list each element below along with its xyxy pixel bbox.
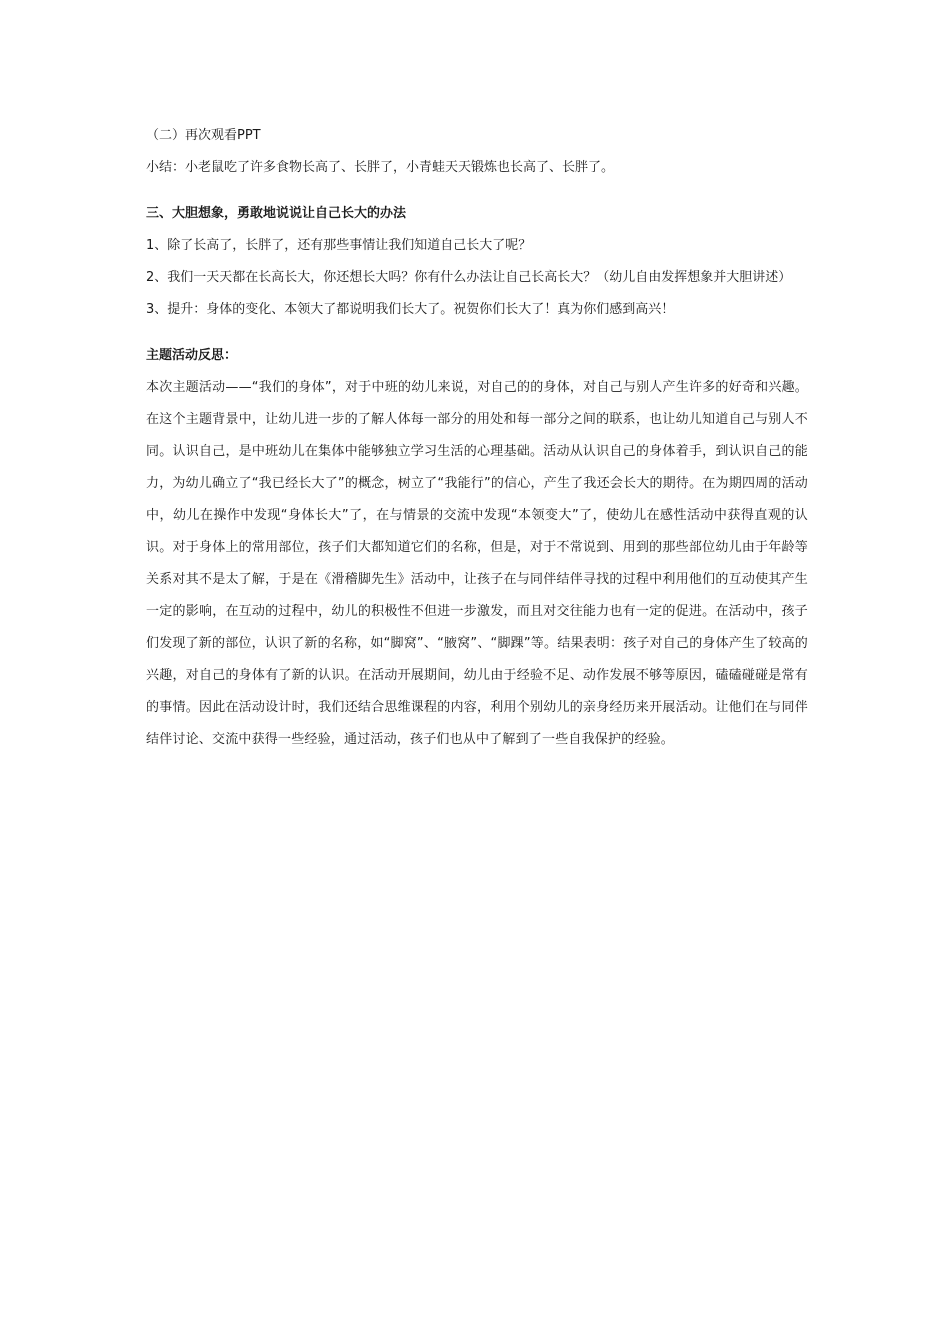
spacer: [146, 184, 808, 198]
section3-heading: 三、大胆想象，勇敢地说说让自己长大的办法: [146, 206, 407, 221]
spacer: [146, 326, 808, 340]
section2-title: （二）再次观看PPT: [146, 128, 261, 143]
reflection-body: 本次主题活动——“我们的身体”，对于中班的幼儿来说，对自己的的身体，对自己与别人产生许多的好奇和兴趣。在这个主题背景中，让幼儿进一步的了解人体每一部分的用处和每一部分之间的联系，也让幼儿知道自己与别人不同。认识自己，是中班幼儿在集体中能够独立学习生活的心理基础。活动从认识自己的身体着手，到认识自己的能力，为幼儿确立了“我已经长大了”的概念，树立了“我能行”的信心，产生了我还会长大的期待。在为期四周的活动中，幼儿在操作中发现“身体长大”了，在与情景的交流中发现“本领变大”了，使幼儿在感性活动中获得直观的认识。对于身体上的常用部位，孩子们大都知道它们的名称，但是，对于不常说到、用到的那些部位幼儿由于年龄等关系对其不是太了解，于是在《滑稽脚先生》活动中，让孩子在与同伴结伴寻找的过程中利用他们的互动使其产生一定的影响，在互动的过程中，幼儿的积极性不但进一步激发，而且对交往能力也有一定的促进。在活动中，孩子们发现了新的部位，认识了新的名称，如“脚窝”、“腋窝”、“脚踝”等。结果表明：孩子对自己的身体产生了较高的兴趣，对自己的身体有了新的认识。在活动开展期间，幼儿由于经验不足、动作发展不够等原因，磕磕碰碰是常有的事情。因此在活动设计时，我们还结合思维课程的内容，利用个别幼儿的亲身经历来开展活动。让他们在与同伴结伴讨论、交流中获得一些经验，通过活动，孩子们也从中了解到了一些自我保护的经验。: [146, 380, 809, 747]
reflection-heading: 主题活动反思：: [146, 348, 238, 363]
section3-item-1: 1、除了长高了，长胖了，还有那些事情让我们知道自己长大了呢？: [146, 238, 532, 253]
document-page: [146, 120, 808, 756]
section3-item-3: 3、提升：身体的变化、本领大了都说明我们长大了。祝贺你们长大了！真为你们感到高兴！: [146, 302, 675, 317]
section3-item-2: 2、我们一天天都在长高长大，你还想长大吗？你有什么办法让自己长高长大？（幼儿自由发挥想象并大胆讲述）: [146, 270, 792, 285]
section2-summary: 小结：小老鼠吃了许多食物长高了、长胖了，小青蛙天天锻炼也长高了、长胖了。: [146, 160, 615, 175]
